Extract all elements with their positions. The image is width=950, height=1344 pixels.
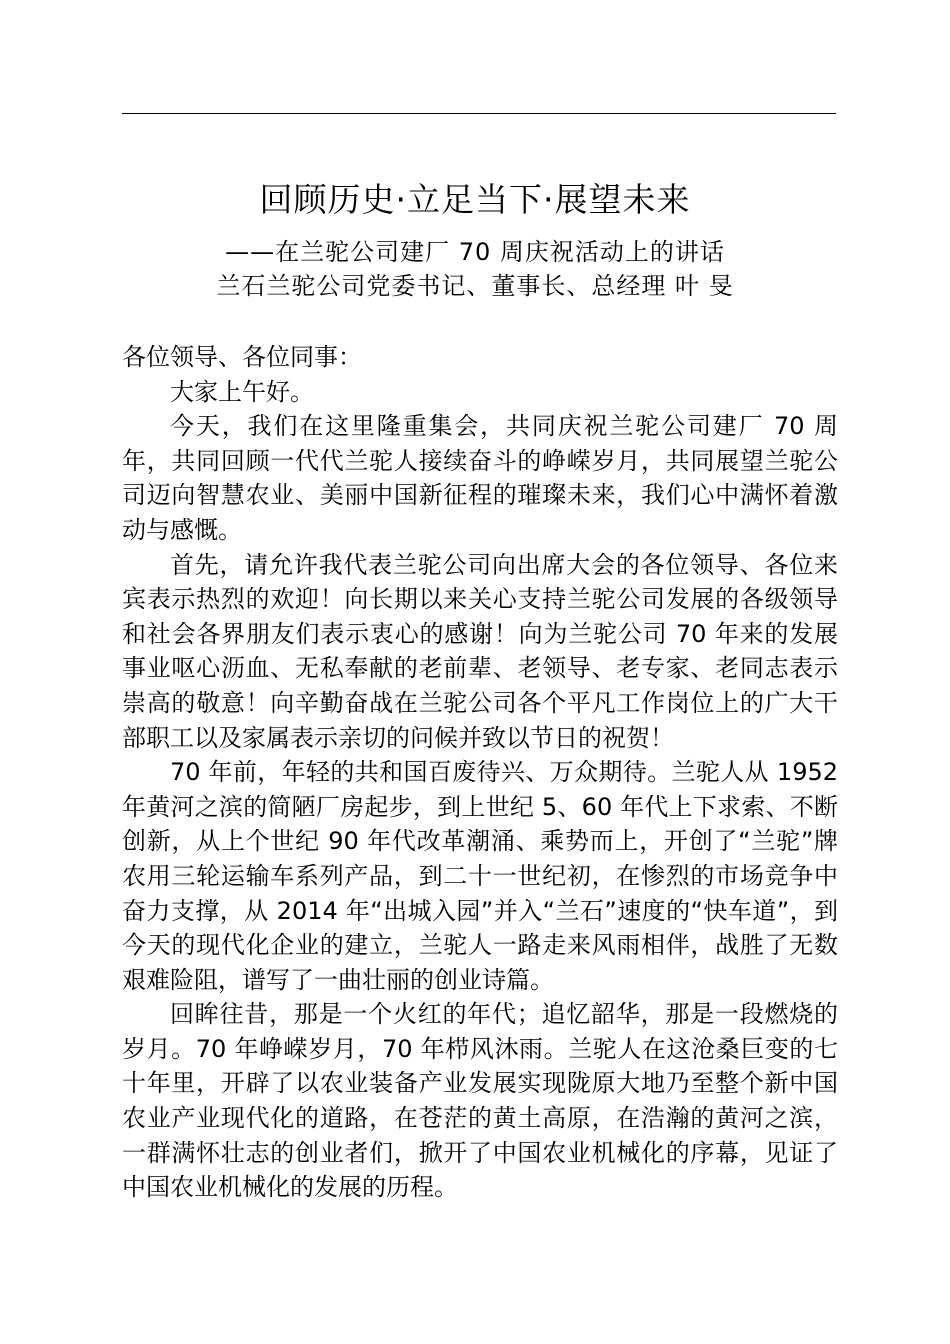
salutation: 各位领导、各位同事：	[122, 343, 362, 371]
document-subtitle: ——在兰驼公司建厂 70 周庆祝活动上的讲话	[225, 238, 725, 266]
paragraph-greeting: 大家上午好。	[170, 377, 314, 406]
paragraph-opening: 今天，我们在这里隆重集会，共同庆祝兰驼公司建厂 70 周年，共同回顾一代代兰驼人接续奋斗的峥嵘岁月，共同展望兰驼公司迈向智慧农业、美丽中国新征程的璀璨未来，我们心中满怀着激动与感慨。	[122, 412, 838, 544]
speaker-line: 兰石兰驼公司党委书记、董事长、总经理 叶 旻	[216, 272, 734, 300]
paragraph-thanks: 首先，请允许我代表兰驼公司向出席大会的各位领导、各位来宾表示热烈的欢迎！向长期以来关心支持兰驼公司发展的各级领导和社会各界朋友们表示衷心的感谢！向为兰驼公司 70 年来的发展事业呕心沥血、无私奉献的老前辈、老领导、老专家、老同志表示崇高的敬意！向辛勤奋战在兰驼公司各个平凡工作岗位上的广大干部职工以及家属表示亲切的问候并致以节日的祝贺！	[122, 550, 838, 752]
header-rule	[122, 113, 836, 114]
paragraph-retrospect: 回眸往昔，那是一个火红的年代；追忆韶华，那是一段燃烧的岁月。70 年峥嵘岁月，70 年栉风沐雨。兰驼人在这沧桑巨变的七十年里，开辟了以农业装备产业发展实现陇原大地乃至整个新中国农业产业现代化的道路，在苍茫的黄土高原，在浩瀚的黄河之滨，一群满怀壮志的创业者们，掀开了中国农业机械化的序幕，见证了中国农业机械化的发展的历程。	[122, 1000, 838, 1202]
speech-body	[122, 340, 838, 1205]
document-title: 回顾历史·立足当下·展望未来	[259, 180, 691, 219]
paragraph-history: 70 年前，年轻的共和国百废待兴、万众期待。兰驼人从 1952 年黄河之滨的简陋厂房起步，到上世纪 5、60 年代上下求索、不断创新，从上个世纪 90 年代改革潮涌、乘势而上，开创了“兰驼”牌农用三轮运输车系列产品，到二十一世纪初，在惨烈的市场竞争中奋力支撑，从 2014 年“出城入园”并入“兰石”速度的“快车道”，到今天的现代化企业的建立，兰驼人一路走来风雨相伴，战胜了无数艰难险阻，谱写了一曲壮丽的创业诗篇。	[122, 758, 838, 994]
